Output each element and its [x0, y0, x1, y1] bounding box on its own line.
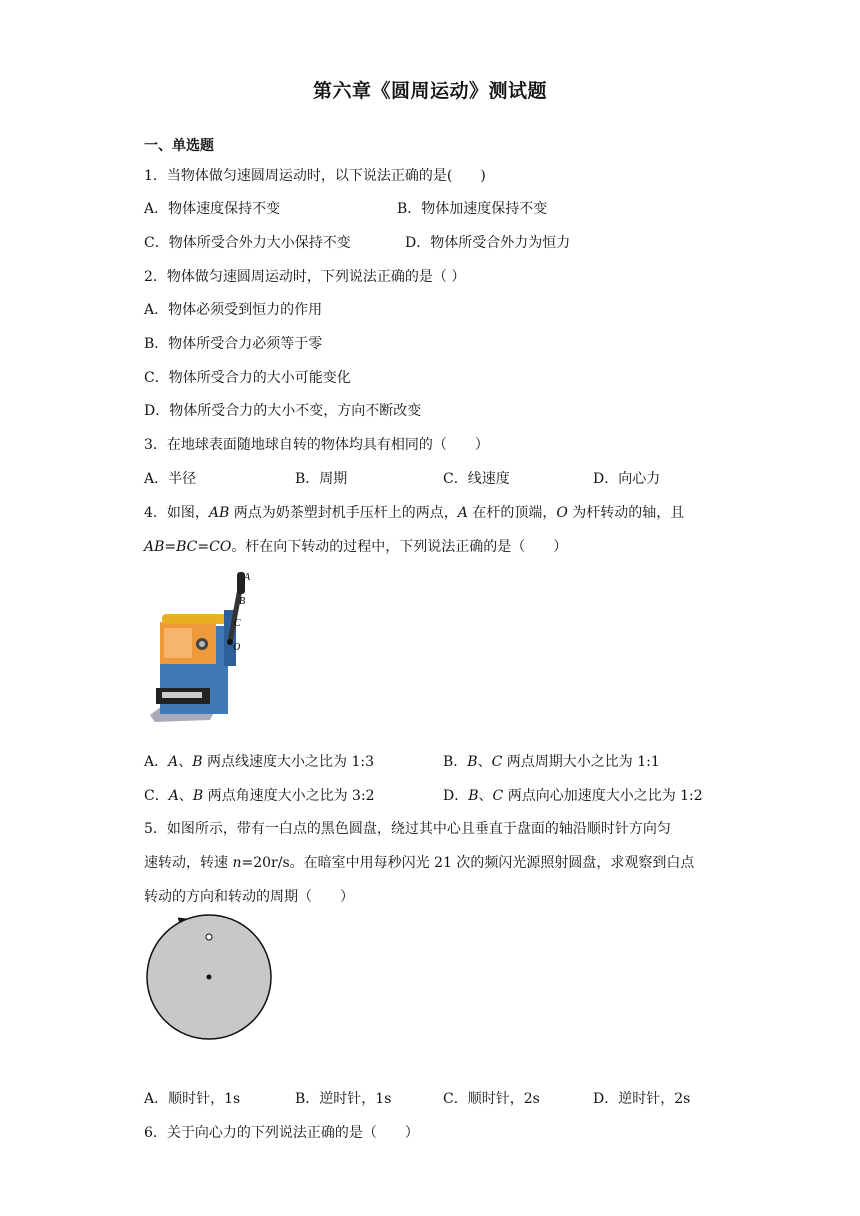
question-4-stem-line-1: 4．如图，AB 两点为奶茶塑封机手压杆上的两点，A 在杆的顶端，O 为杆转动的轴，且: [144, 505, 685, 521]
question-6-stem: 6．关于向心力的下列说法正确的是（ ）: [144, 1125, 419, 1141]
rotating-disc-figure: [140, 910, 280, 1045]
question-1-stem: 1．当物体做匀速圆周运动时，以下说法正确的是( ): [144, 168, 486, 184]
question-1-option-a: A．物体速度保持不变: [144, 201, 281, 217]
figure-label-c: C: [234, 618, 241, 629]
question-4-option-c: C．A、B 两点角速度大小之比为 3:2: [144, 788, 375, 804]
question-2-stem: 2．物体做匀速圆周运动时，下列说法正确的是（ ）: [144, 269, 466, 285]
question-5-option-b: B．逆时针，1s: [295, 1091, 392, 1107]
white-dot: [206, 934, 212, 940]
question-5-stem-line-2: 速转动，转速 n=20r/s。在暗室中用每秒闪光 21 次的频闪光源照射圆盘，求观察到白点: [144, 855, 695, 871]
question-5-stem-line-3: 转动的方向和转动的周期（ ）: [144, 889, 354, 905]
question-4-option-b: B．B、C 两点周期大小之比为 1:1: [443, 754, 660, 770]
question-1-option-c: C．物体所受合外力大小保持不变: [144, 235, 351, 251]
question-3-option-a: A．半径: [144, 471, 197, 487]
question-2-option-a: A．物体必须受到恒力的作用: [144, 302, 323, 318]
question-5-option-d: D．逆时针，2s: [593, 1091, 691, 1107]
figure-label-b: B: [239, 596, 246, 607]
center-dot: [207, 975, 212, 980]
question-3-option-c: C．线速度: [443, 471, 510, 487]
question-5-option-c: C．顺时针，2s: [443, 1091, 540, 1107]
question-5-option-a: A．顺时针，1s: [144, 1091, 241, 1107]
question-3-option-d: D．向心力: [593, 471, 661, 487]
section-heading: 一、单选题: [144, 138, 214, 154]
question-3-stem: 3．在地球表面随地球自转的物体均具有相同的（ ）: [144, 437, 489, 453]
question-4-option-a: A．A、B 两点线速度大小之比为 1:3: [144, 754, 374, 770]
question-4-stem-line-2: AB=BC=CO。杆在向下转动的过程中，下列说法正确的是（ ）: [144, 539, 568, 555]
question-4-option-d: D．B、C 两点向心加速度大小之比为 1:2: [443, 788, 703, 804]
question-2-option-b: B．物体所受合力必须等于零: [144, 336, 323, 352]
page-title: 第六章《圆周运动》测试题: [312, 80, 547, 102]
question-3-option-b: B．周期: [295, 471, 348, 487]
question-1-option-b: B．物体加速度保持不变: [397, 201, 548, 217]
question-2-option-d: D．物体所受合力的大小不变，方向不断改变: [144, 403, 422, 419]
figure-label-o: O: [233, 642, 241, 653]
question-5-stem-line-1: 5．如图所示，带有一白点的黑色圆盘，绕过其中心且垂直于盘面的轴沿顺时针方向匀: [144, 821, 671, 837]
sealing-machine-figure: [150, 570, 260, 730]
question-2-option-c: C．物体所受合力的大小可能变化: [144, 370, 351, 386]
question-1-option-d: D．物体所受合外力为恒力: [405, 235, 571, 251]
figure-label-a: A: [244, 572, 251, 583]
